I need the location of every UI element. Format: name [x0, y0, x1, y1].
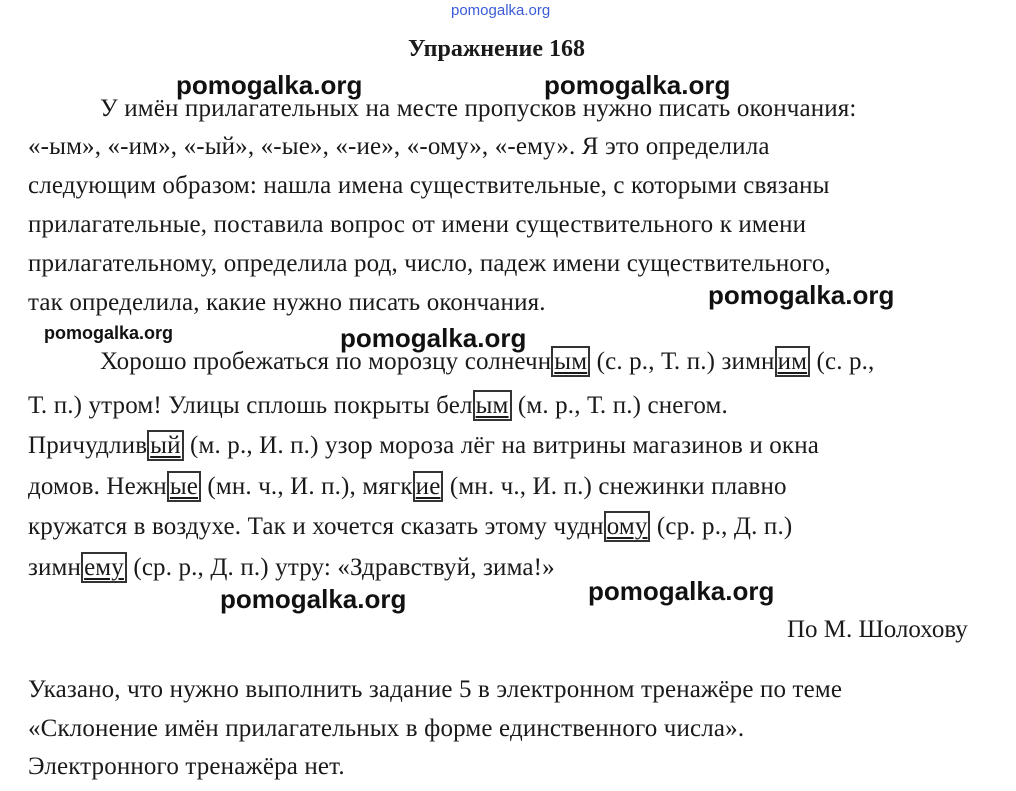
ending-box: ому [604, 511, 651, 542]
exercise-line: кружатся в воздухе. Так и хочется сказать этому чудн ому (ср. р., Д. п.) [28, 513, 793, 540]
exercise-line: Причудлив ый (м. р., И. п.) узор мороза лёг на витрины магазинов и окна [28, 432, 819, 459]
ending-box: ым [551, 346, 590, 377]
paragraph-line: «-ым», «-им», «-ый», «-ые», «-ие», «-ому», «-ему». Я это определила [28, 133, 770, 160]
ending-box: ый [147, 430, 183, 461]
watermark: pomogalka.org [176, 70, 363, 100]
paragraph-line: У имён прилагательных на месте пропусков нужно писать окончания: [100, 95, 857, 122]
paragraph-line: следующим образом: нашла имена существительные, с которыми связаны [28, 172, 830, 199]
paragraph-line: прилагательному, определила род, число, падеж имени существительного, [28, 250, 831, 277]
note-line: Указано, что нужно выполнить задание 5 в электронном тренажёре по теме [28, 676, 843, 703]
watermark: pomogalka.org [340, 323, 527, 353]
paragraph-line: так определила, какие нужно писать окончания. [28, 289, 546, 316]
ending-box: им [775, 346, 811, 377]
watermark: pomogalka.org [220, 584, 407, 614]
ending-box: ые [167, 471, 201, 502]
attribution: По М. Шолохову [787, 616, 968, 643]
ending-box: ым [473, 390, 512, 421]
page-title: Упражнение 168 [408, 36, 586, 62]
watermark: pomogalka.org [588, 576, 775, 606]
exercise-line: Т. п.) утром! Улицы сплошь покрыты бел ым (м. р., Т. п.) снегом. [28, 392, 728, 419]
note-line: Электронного тренажёра нет. [28, 753, 345, 780]
note-line: «Склонение имён прилагательных в форме единственного числа». [28, 715, 745, 742]
exercise-line: зимн ему (ср. р., Д. п.) утру: «Здравствуй, зима!» [28, 554, 555, 581]
ending-box: ему [81, 552, 127, 583]
watermark-top: pomogalka.org [451, 2, 551, 19]
exercise-line: домов. Нежн ые (мн. ч., И. п.), мягк ие (мн. ч., И. п.) снежинки плавно [28, 473, 787, 500]
ending-box: ие [413, 471, 444, 502]
watermark: pomogalka.org [44, 323, 174, 343]
watermark: pomogalka.org [544, 70, 731, 100]
watermark: pomogalka.org [708, 280, 895, 310]
paragraph-line: прилагательные, поставила вопрос от имени существительного к имени [28, 211, 807, 238]
exercise-line: Хорошо пробежаться по морозцу солнечн ым (с. р., Т. п.) зимн им (с. р., [100, 348, 875, 375]
